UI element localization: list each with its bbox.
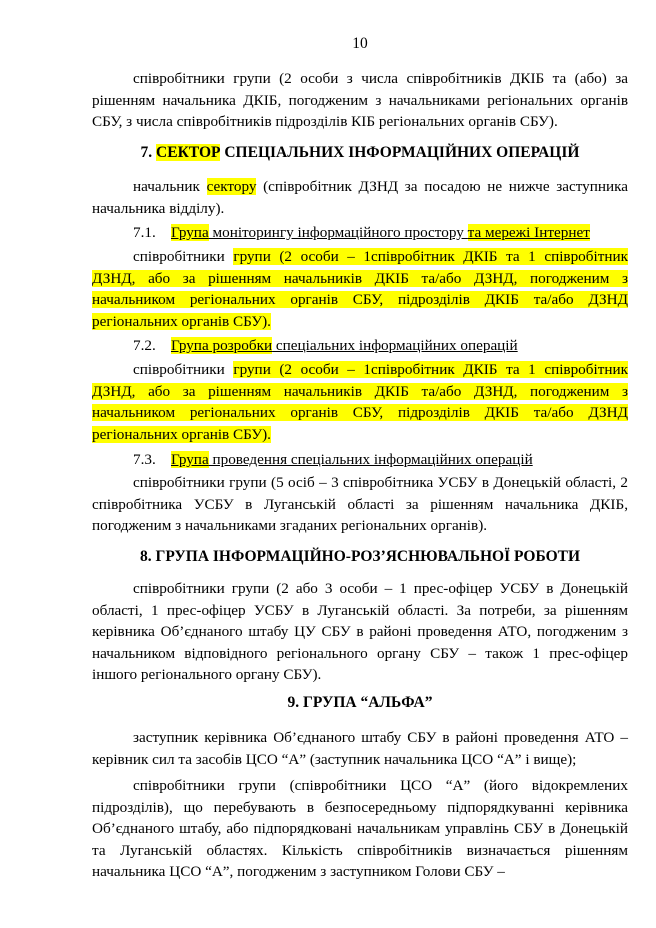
subsection-7-3-title: проведення спеціальних інформаційних операцій	[208, 451, 533, 468]
section-7-title-rest: СПЕЦІАЛЬНИХ ІНФОРМАЦІЙНИХ ОПЕРАЦІЙ	[224, 144, 580, 161]
section-9-body-1: заступник керівника Об’єднаного штабу СБУ в районі проведення АТО – керівник сил та засобів ЦСО “А” (заступник начальника ЦСО “А” і вище);	[92, 729, 628, 768]
section-7-highlighted-word: СЕКТОР	[156, 144, 221, 161]
section-7-head-text-rest: (співробітник ДЗНД за посадою не нижче заступника начальника відділу).	[92, 178, 628, 217]
section-7-number: 7.	[140, 144, 153, 161]
subsection-7-2-body-word: групи	[233, 361, 271, 378]
subsection-7-1-title: моніторингу інформаційного простору	[208, 224, 468, 241]
subsection-7-1-title-highlight: Група	[171, 224, 209, 241]
page-number: 10	[352, 35, 368, 52]
subsection-7-1-heading	[133, 222, 590, 244]
subsection-7-2-body	[92, 359, 628, 445]
section-7-head-highlight: сектору	[206, 178, 257, 195]
subsection-7-3-title-highlight: Група	[171, 451, 209, 468]
section-7-heading	[92, 142, 628, 164]
subsection-7-2-number: 7.2.	[133, 337, 156, 354]
group-members-paragraph: співробітники групи (2 особи з числа співробітників ДКІБ та (або) за рішенням начальника ДКІБ, погодженим з начальниками регіональних органів СБУ, з числа співробітників підрозділів КІБ регіональних органів СБУ).	[92, 70, 628, 131]
subsection-7-2-body-pre: співробітники	[133, 361, 234, 378]
subsection-7-2-body-highlight: (2 особи – 1співробітник ДКІБ та 1 співробітник ДЗНД, або за рішенням начальників ДКІБ та/або ДЗНД, погодженим з начальником регіональних органів СБУ, підрозділів ДКІБ та/або ДЗНД регіональних органів СБУ).	[92, 361, 628, 443]
subsection-7-1-body-highlight: (2 особи – 1співробітник ДКІБ та 1 співробітник ДЗНД, або за рішенням начальників ДКІБ та/або ДЗНД, погодженим з начальником регіональних органів СБУ, підрозділів ДКІБ та/або ДЗНД регіональних органів СБУ).	[92, 248, 628, 330]
section-9-body-2: співробітники групи (співробітники ЦСО “А” (його відокремлених підрозділів), що перебувають в безпосередньому підпорядкуванні керівника Об’єднаного штабу, або підпорядковані начальникам управлінь СБУ в Донецькій та Луганській областях. Кількість співробітників визначається рішенням начальника ЦСО “А”, погодженим з заступником Голови СБУ –	[92, 777, 628, 881]
section-7-head-text: начальник	[133, 178, 207, 195]
subsection-7-3-heading	[133, 449, 533, 471]
subsection-7-2-heading	[133, 335, 518, 357]
subsection-7-1-body	[92, 246, 628, 332]
subsection-7-1-number: 7.1.	[133, 224, 156, 241]
subsection-7-1-body-pre: співробітники	[133, 248, 234, 265]
section-7-head-paragraph	[92, 176, 628, 219]
subsection-7-3-body: співробітники групи (5 осіб – 3 співробітника УСБУ в Донецькій області, 2 співробітника УСБУ в Луганській області за рішенням начальника ДКІБ, погодженим з начальниками згаданих регіональних органів).	[92, 474, 628, 535]
section-8-heading: 8. ГРУПА ІНФОРМАЦІЙНО-РОЗ’ЯСНЮВАЛЬНОЇ РОБОТИ	[139, 548, 581, 565]
section-8-body: співробітники групи (2 або 3 особи – 1 прес-офіцер УСБУ в Донецькій області, 1 прес-офіцер УСБУ в Луганській області. За потреби, за рішенням керівника Об’єднаного штабу ЦУ СБУ в районі проведення АТО, погодженим з начальником відповідного регіонального органу СБУ – також 1 прес-офіцер іншого регіонального органу СБУ).	[92, 580, 628, 684]
subsection-7-2-title: спеціальних інформаційних операцій	[272, 337, 518, 354]
subsection-7-3-number: 7.3.	[133, 451, 156, 468]
subsection-7-1-body-word: групи	[233, 248, 271, 265]
subsection-7-1-title-highlight-end: та мережі Інтернет	[467, 224, 590, 241]
subsection-7-2-title-highlight: Група розробки	[171, 337, 273, 354]
section-9-heading: 9. ГРУПА “АЛЬФА”	[287, 694, 433, 711]
